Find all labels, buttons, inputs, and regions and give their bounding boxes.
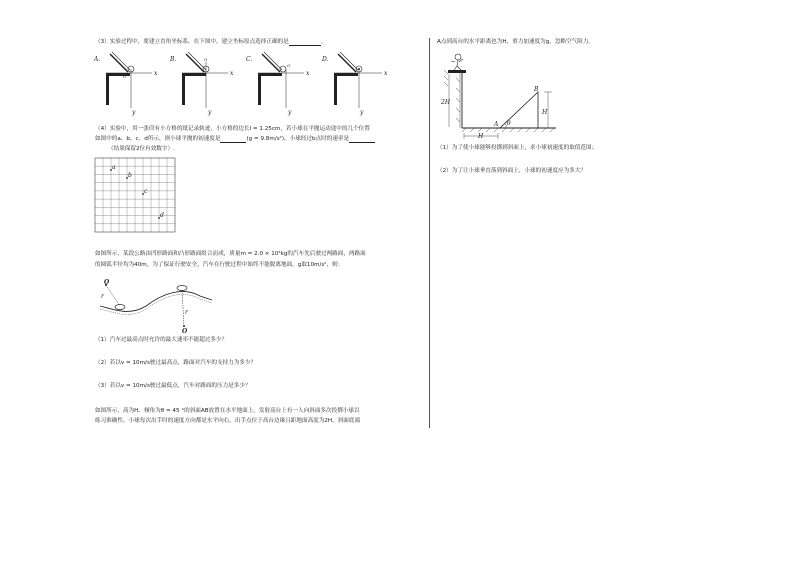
option-figures	[92, 52, 392, 114]
q4-line1: （4）实验中，用一张印有小方格的纸记录轨迹，小方格的边长l = 1.25cm，若小球在平抛运动途中的几个位置	[95, 126, 370, 132]
q4-line2	[95, 135, 375, 143]
option-b-figure[interactable]	[169, 52, 234, 116]
svg-text:x: x	[230, 70, 234, 77]
road-q2: （2）若以v = 10m/s驶过最高点，路面对汽车的支持力为多少？	[95, 360, 257, 366]
svg-text:O: O	[123, 74, 127, 79]
ramp-label-2h: 2H	[441, 99, 451, 106]
svg-text:y: y	[360, 109, 364, 116]
ramp-label-h-bottom: H	[478, 133, 484, 140]
road-q3: （3）若以v = 10m/s驶过最低点，汽车对路面的压力是多少？	[95, 383, 251, 389]
grid-label-c: c	[144, 188, 148, 195]
q3-text: （3）实验过程中，要建立直角坐标系，在下图中，建立坐标原点选择正确的是	[95, 39, 289, 45]
column-divider	[429, 38, 430, 428]
q3-answer-blank[interactable]	[289, 40, 321, 46]
ramp-label-a: A	[494, 121, 499, 128]
svg-text:O: O	[204, 57, 208, 62]
option-d-label: D.	[322, 56, 329, 63]
option-a-label: A.	[94, 56, 101, 63]
road-label-r-top: r	[101, 293, 104, 300]
svg-text:O: O	[287, 63, 291, 68]
road-intro-line2: 的圆弧半径均为40m，为了保证行驶安全，汽车在行驶过程中始终不能脱离地面，g取10m/s²，则：	[95, 262, 344, 268]
ramp-intro-line2: 练习准确性，小球每次出手时的速度方向都是水平向右，出手点位于高台边缘且距地面高度为2H，斜面底端	[95, 418, 361, 424]
q4-text-b: (g = 9.8m/s²)，小球经过b点时的速率是	[246, 136, 350, 142]
svg-text:y: y	[132, 109, 136, 116]
q3-question	[95, 38, 326, 46]
q4-answer-blank-1[interactable]	[220, 137, 246, 143]
grid-paper-figure	[95, 158, 177, 234]
svg-text:x: x	[306, 70, 310, 77]
ramp-q1: （1）为了使小球能够投掷到斜面上，求小球初速度的取值范围；	[437, 145, 598, 151]
q4-answer-blank-2[interactable]	[349, 137, 375, 143]
road-label-r-bottom: r	[185, 309, 188, 316]
ramp-label-h: H	[542, 109, 548, 116]
ramp-label-b: B	[534, 86, 539, 93]
grid-label-d: d	[160, 212, 164, 219]
option-b-label: B.	[170, 56, 177, 63]
q4-text-a: 如图中的a、b、c、d所示，则小球平抛的初速度是	[95, 136, 221, 142]
ramp-figure	[440, 52, 560, 142]
q4-line3: （结果保留2位有效数字）.	[108, 146, 175, 152]
ramp-intro-continued: A点到高台的水平距离也为H，重力加速度为g，忽略空气阻力。	[437, 39, 595, 45]
ramp-label-theta: θ	[507, 120, 511, 127]
option-d-figure[interactable]	[321, 52, 388, 116]
grid-label-b: b	[128, 172, 132, 179]
option-a-figure[interactable]	[93, 52, 158, 116]
svg-text:y: y	[208, 109, 212, 116]
svg-text:x: x	[384, 70, 388, 77]
svg-text:x: x	[154, 70, 158, 77]
option-c-figure[interactable]	[246, 52, 310, 116]
option-c-label: C.	[246, 56, 253, 63]
road-figure	[96, 280, 221, 334]
ramp-q2: （2）为了让小球垂直落到斜面上，小球的初速度应为多大？	[437, 168, 586, 174]
road-label-o-bottom: O	[182, 328, 188, 335]
road-label-o-top: O	[104, 279, 110, 286]
q3-end: 。	[320, 39, 327, 45]
road-intro-line1: 如图所示，某段公路由凹形路面和凸形路面组合而成，质量m = 2.0 × 10⁴kg的汽车先后驶过两路面，两路面	[95, 251, 366, 257]
svg-text:y: y	[288, 109, 292, 116]
road-q1: （1）汽车过最高点时允许的最大速率不能超过多少？	[95, 337, 228, 343]
grid-label-a: a	[112, 164, 116, 171]
ramp-intro-line1: 如图所示，高为H、倾角为θ = 45 °的斜面AB放置在水平地面上，发射高台上有一人向斜面多次投掷小球以	[95, 408, 360, 414]
